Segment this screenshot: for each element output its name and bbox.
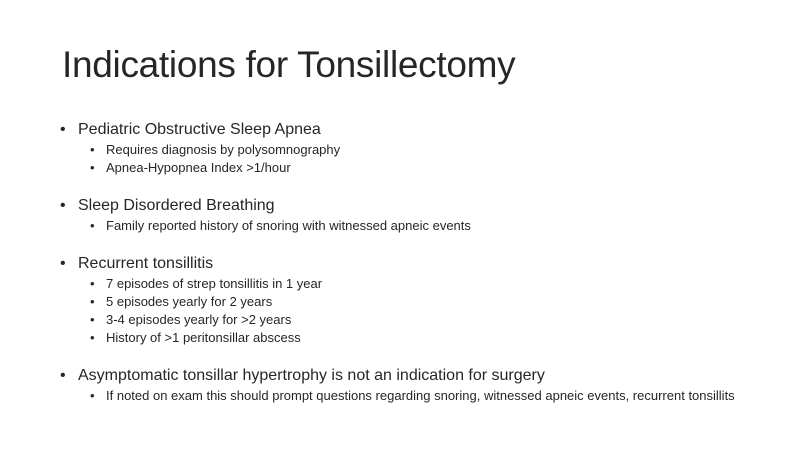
sub-bullet-text: Apnea-Hypopnea Index >1/hour — [106, 160, 291, 175]
sub-bullet-icon: • — [90, 294, 95, 309]
sub-bullet-text: History of >1 peritonsillar abscess — [106, 330, 301, 345]
sub-bullet-list — [60, 275, 760, 347]
bullet-item — [60, 196, 760, 216]
bullet-icon: • — [60, 367, 66, 384]
bullet-icon: • — [60, 255, 66, 272]
bullet-heading: Pediatric Obstructive Sleep Apnea — [78, 121, 321, 138]
bullet-item — [60, 254, 760, 274]
sub-bullet-item — [60, 387, 760, 405]
sub-bullet-list — [60, 387, 760, 405]
bullet-item — [60, 366, 760, 386]
bullet-heading: Asymptomatic tonsillar hypertrophy is not an indication for surgery — [78, 367, 545, 384]
sub-bullet-icon: • — [90, 388, 95, 403]
sub-bullet-text: Family reported history of snoring with witnessed apneic events — [106, 218, 471, 233]
sub-bullet-text: 3-4 episodes yearly for >2 years — [106, 312, 292, 327]
section-asymptomatic-hypertrophy — [60, 366, 760, 405]
sub-bullet-item — [60, 311, 760, 329]
sub-bullet-list — [60, 217, 760, 235]
sub-bullet-icon: • — [90, 330, 95, 345]
sub-bullet-item — [60, 141, 760, 159]
bullet-icon: • — [60, 197, 66, 214]
sub-bullet-text: 5 episodes yearly for 2 years — [106, 294, 273, 309]
sub-bullet-text: Requires diagnosis by polysomnography — [106, 142, 341, 157]
sub-bullet-icon: • — [90, 276, 95, 291]
sub-bullet-item — [60, 217, 760, 235]
sub-bullet-item — [60, 293, 760, 311]
slide-title: Indications for Tonsillectomy — [62, 44, 516, 85]
sub-bullet-list — [60, 141, 760, 177]
bullet-heading: Sleep Disordered Breathing — [78, 197, 275, 214]
bullet-heading: Recurrent tonsillitis — [78, 255, 214, 272]
sub-bullet-item — [60, 275, 760, 293]
bullet-item — [60, 120, 760, 140]
sub-bullet-item — [60, 329, 760, 347]
sub-bullet-item — [60, 159, 760, 177]
section-pediatric-osa — [60, 120, 760, 177]
sub-bullet-icon: • — [90, 160, 95, 175]
sub-bullet-text: 7 episodes of strep tonsillitis in 1 year — [106, 276, 323, 291]
sub-bullet-text: If noted on exam this should prompt questions regarding snoring, witnessed apneic events, recurrent tonsillits — [106, 388, 735, 403]
sub-bullet-icon: • — [90, 218, 95, 233]
section-recurrent-tonsillitis — [60, 254, 760, 347]
bullet-list — [60, 120, 760, 424]
section-sleep-disordered-breathing — [60, 196, 760, 235]
sub-bullet-icon: • — [90, 142, 95, 157]
sub-bullet-icon: • — [90, 312, 95, 327]
bullet-icon: • — [60, 121, 66, 138]
